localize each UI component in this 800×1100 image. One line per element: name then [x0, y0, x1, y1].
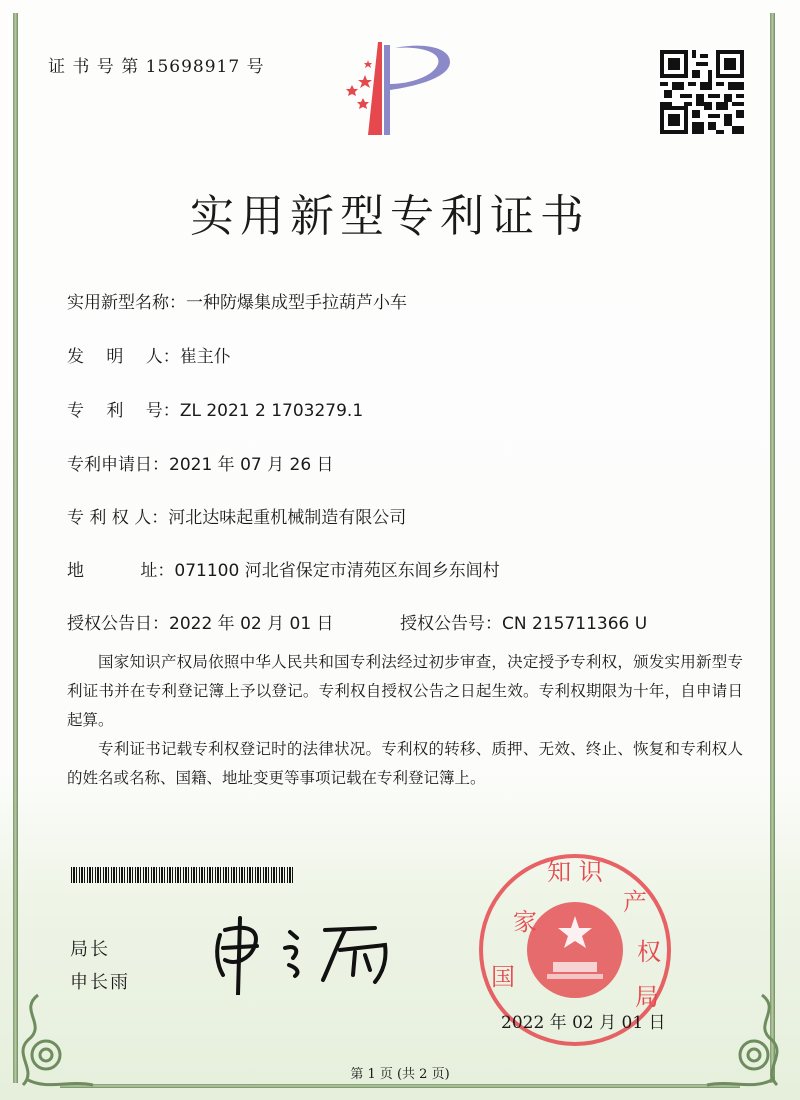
field-value: 崔主仆: [179, 347, 231, 367]
seal-date: 2022 年 02 月 01 日: [501, 1013, 666, 1033]
field-utility-model-name: [67, 288, 407, 313]
certificate-number-suffix: 号: [246, 57, 265, 77]
qr-code-icon[interactable]: [660, 50, 744, 134]
field-label: 实用新型名称：: [67, 293, 186, 313]
field-inventor: [67, 342, 231, 367]
right-border: [770, 13, 775, 1083]
field-label: 专 利 号：: [67, 401, 180, 421]
signatory-title: 局长: [70, 939, 110, 960]
field-address: [67, 556, 500, 581]
field-value: 071100 河北省保定市清苑区东闾乡东闾村: [174, 561, 500, 581]
left-border: [13, 13, 18, 1083]
certificate-number: [48, 52, 265, 77]
field-value: 河北达味起重机械制造有限公司: [168, 508, 407, 528]
barcode-icon: [71, 867, 293, 883]
field-grant-date: [67, 609, 334, 634]
svg-text:家: 家: [513, 908, 537, 936]
body-paragraph: 国家知识产权局依照中华人民共和国专利法经过初步审查，决定授予专利权，颁发实用新型专利证书并在专利登记簿上予以登记。专利权自授权公告之日起生效。专利权期限为十年，自申请日起算。: [67, 653, 743, 729]
field-value: ZL 2021 2 1703279.1: [179, 401, 364, 421]
field-value: CN 215711366 U: [502, 614, 648, 634]
field-label: 地 址：: [67, 561, 175, 581]
signatory-name: 申长雨: [70, 972, 130, 993]
field-application-date: [67, 450, 334, 475]
svg-text:国: 国: [491, 963, 515, 991]
field-value: 2021 年 07 月 26 日: [169, 455, 334, 475]
body-paragraph: 专利证书记载专利权登记时的法律状况。专利权的转移、质押、无效、终止、恢复和专利权人的姓名或名称、国籍、地址变更等事项记载在专利登记簿上。: [67, 740, 743, 787]
svg-text:权: 权: [637, 938, 661, 966]
svg-text:知 识: 知 识: [547, 858, 603, 886]
certificate-number-value: 15698917: [145, 57, 241, 77]
certificate-number-label: 证 书 号 第: [48, 57, 140, 77]
field-value: 2022 年 02 月 01 日: [169, 614, 334, 634]
field-label: 专 利 权 人：: [67, 508, 169, 528]
page-title: 实用新型专利证书: [190, 191, 590, 242]
svg-text:局: 局: [635, 983, 659, 1011]
field-label: 发 明 人：: [67, 347, 180, 367]
signature-icon: [205, 910, 405, 995]
svg-text:产: 产: [623, 888, 647, 916]
field-label: 授权公告日：: [67, 614, 169, 634]
page-number: 第 1 页 (共 2 页): [350, 1067, 450, 1082]
field-label: 专利申请日：: [67, 455, 169, 475]
field-label: 授权公告号：: [400, 614, 502, 634]
field-announcement-number: [400, 609, 647, 634]
field-value: 一种防爆集成型手拉葫芦小车: [186, 293, 407, 313]
field-patentee: [67, 503, 406, 528]
bottom-border: [60, 1084, 740, 1088]
body-text: [67, 648, 743, 793]
field-patent-number: [67, 396, 363, 421]
cnipa-logo-icon: [330, 40, 460, 140]
